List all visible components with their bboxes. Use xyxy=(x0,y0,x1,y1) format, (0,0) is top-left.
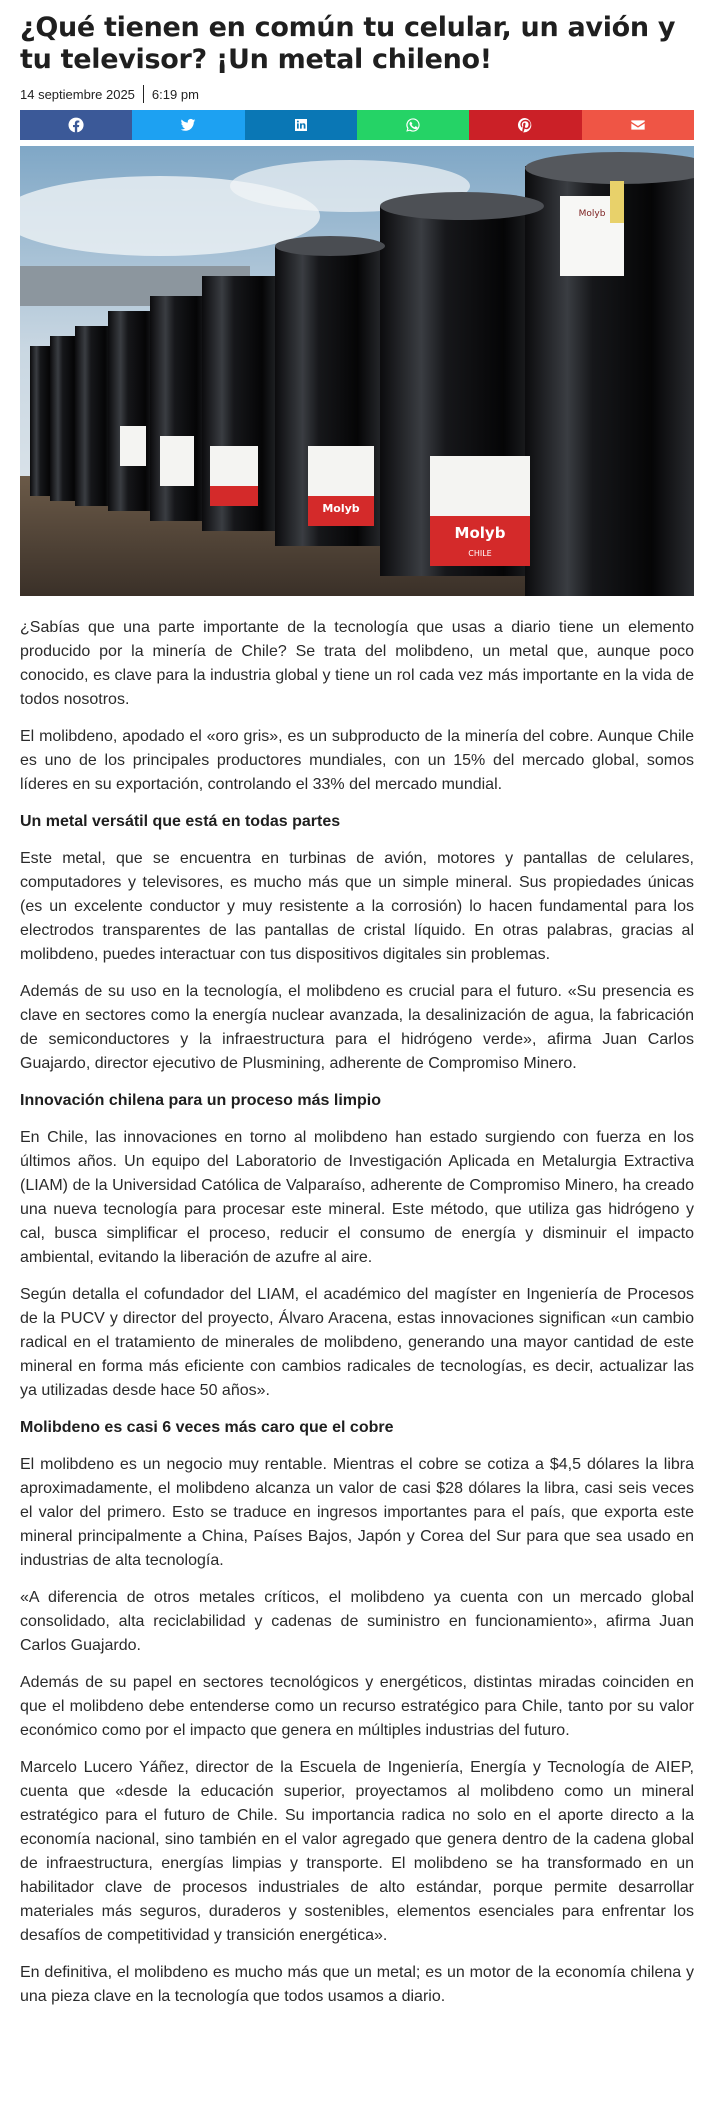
section-heading: Innovación chilena para un proceso más limpio xyxy=(20,1092,381,1109)
drum-label-brand-large: Molyb xyxy=(454,524,506,542)
share-facebook-button[interactable] xyxy=(20,110,132,140)
share-pinterest-button[interactable] xyxy=(469,110,581,140)
linkedin-icon xyxy=(293,117,309,133)
paragraph: «A diferencia de otros metales críticos, el molibdeno ya cuenta con un mercado global consolidado, alta reciclabilidad y cadenas de suministro en funcionamiento», afirma Juan Carlos Guajardo. xyxy=(20,1589,694,1654)
section-heading: Un metal versátil que está en todas partes xyxy=(20,813,341,830)
hero-image xyxy=(20,146,694,596)
share-whatsapp-button[interactable] xyxy=(357,110,469,140)
paragraph: Este metal, que se encuentra en turbinas de avión, motores y pantallas de celulares, computadores y televisores, es mucho más que un simple mineral. Sus propiedades únicas (es un excelente conductor y muy resistente a la corrosión) lo hacen fundamental para los electrodos transparentes de las pantallas de cristal líquido. En otras palabras, gracias al molibdeno, puedes interactuar con tus dispositivos digitales sin problemas. xyxy=(20,850,694,963)
publish-time: 6:19 pm xyxy=(151,86,199,102)
publish-date: 14 septiembre 2025 xyxy=(20,86,135,102)
paragraph: En definitiva, el molibdeno es mucho más que un metal; es un motor de la economía chilena y una pieza clave en la tecnología que todos usamos a diario. xyxy=(20,1964,694,2005)
twitter-icon xyxy=(180,117,196,133)
paragraph: Además de su papel en sectores tecnológicos y energéticos, distintas miradas coinciden en que el molibdeno debe entenderse como un recurso estratégico para Chile, tanto por su valor económico como por el impacto que genera en múltiples industrias del futuro. xyxy=(20,1674,694,1739)
share-bar xyxy=(20,110,694,140)
article-title: ¿Qué tienen en común tu celular, un avión y tu televisor? ¡Un metal chileno! xyxy=(20,12,676,75)
molybdenum-drums-photo xyxy=(20,146,694,596)
envelope-icon xyxy=(630,117,646,133)
drum-label-brand: Molyb xyxy=(322,502,360,515)
article-body xyxy=(20,616,694,2009)
paragraph: El molibdeno es un negocio muy rentable. Mientras el cobre se cotiza a $4,5 dólares la libra aproximadamente, el molibdeno alcanza un valor de casi $28 dólares la libra, casi seis veces el valor del primero. Esto se traduce en ingresos importantes para el país, que exporta este mineral principalmente a China, Países Bajos, Japón y Corea del Sur para que sea usado en industrias de alta tecnología. xyxy=(20,1456,694,1569)
drum-label-origin: CHILE xyxy=(468,549,492,558)
share-email-button[interactable] xyxy=(582,110,694,140)
paragraph: Además de su uso en la tecnología, el molibdeno es crucial para el futuro. «Su presencia es clave en sectores como la energía nuclear avanzada, la desalinización de agua, la fabricación de semiconductores y la infraestructura para el hidrógeno verde», afirma Juan Carlos Guajardo, director ejecutivo de Plusmining, adherente de Compromiso Minero. xyxy=(20,983,694,1072)
drum-tag-brand: Molyb xyxy=(578,209,606,219)
paragraph: Según detalla el cofundador del LIAM, el académico del magíster en Ingeniería de Procesos de la PUCV y director del proyecto, Álvaro Aracena, estas innovaciones significan «un cambio radical en el tratamiento de minerales de molibdeno, generando una mayor cantidad de este mineral en forma más eficiente con cambios radicales de tecnologías, es decir, actualizar las ya utilizadas desde hace 50 años». xyxy=(20,1286,694,1399)
whatsapp-icon xyxy=(405,117,421,133)
paragraph: ¿Sabías que una parte importante de la tecnología que usas a diario tiene un elemento producido por la minería de Chile? Se trata del molibdeno, un metal que, aunque poco conocido, es clave para la industria global y tiene un rol cada vez más importante en la vida de todos nosotros. xyxy=(20,619,694,708)
share-linkedin-button[interactable] xyxy=(245,110,357,140)
paragraph: En Chile, las innovaciones en torno al molibdeno han estado surgiendo con fuerza en los últimos años. Un equipo del Laboratorio de Investigación Aplicada en Metalurgia Extractiva (LIAM) de la Universidad Católica de Valparaíso, adherente de Compromiso Minero, ha creado una nueva tecnología para procesar este mineral. Este método, que utiliza gas hidrógeno y cal, busca simplificar el proceso, reducir el consumo de energía y disminuir el impacto ambiental, evitando la liberación de azufre al aire. xyxy=(20,1129,694,1266)
facebook-icon xyxy=(68,117,84,133)
paragraph: Marcelo Lucero Yáñez, director de la Escuela de Ingeniería, Energía y Tecnología de AIEP, cuenta que «desde la educación superior, proyectamos al molibdeno como un mineral estratégico para el futuro de Chile. Su importancia radica no solo en el aporte directo a la economía nacional, sino también en el valor agregado que genera dentro de la cadena global de infraestructura, energías limpias y transporte. El molibdeno se ha transformado en un habilitador clave de procesos industriales de alto estándar, porque permite desarrollar materiales más seguros, duraderos y sostenibles, elementos esenciales para enfrentar los desafíos de competitividad y transición energética». xyxy=(20,1759,694,1944)
share-twitter-button[interactable] xyxy=(132,110,244,140)
pinterest-icon xyxy=(517,117,533,133)
meta-divider xyxy=(143,85,144,103)
section-heading: Molibdeno es casi 6 veces más caro que el cobre xyxy=(20,1419,394,1436)
article-meta xyxy=(20,84,694,104)
paragraph: El molibdeno, apodado el «oro gris», es un subproducto de la minería del cobre. Aunque Chile es uno de los principales productores mundiales, con un 15% del mercado global, somos líderes en su exportación, controlando el 33% del mercado mundial. xyxy=(20,728,694,793)
